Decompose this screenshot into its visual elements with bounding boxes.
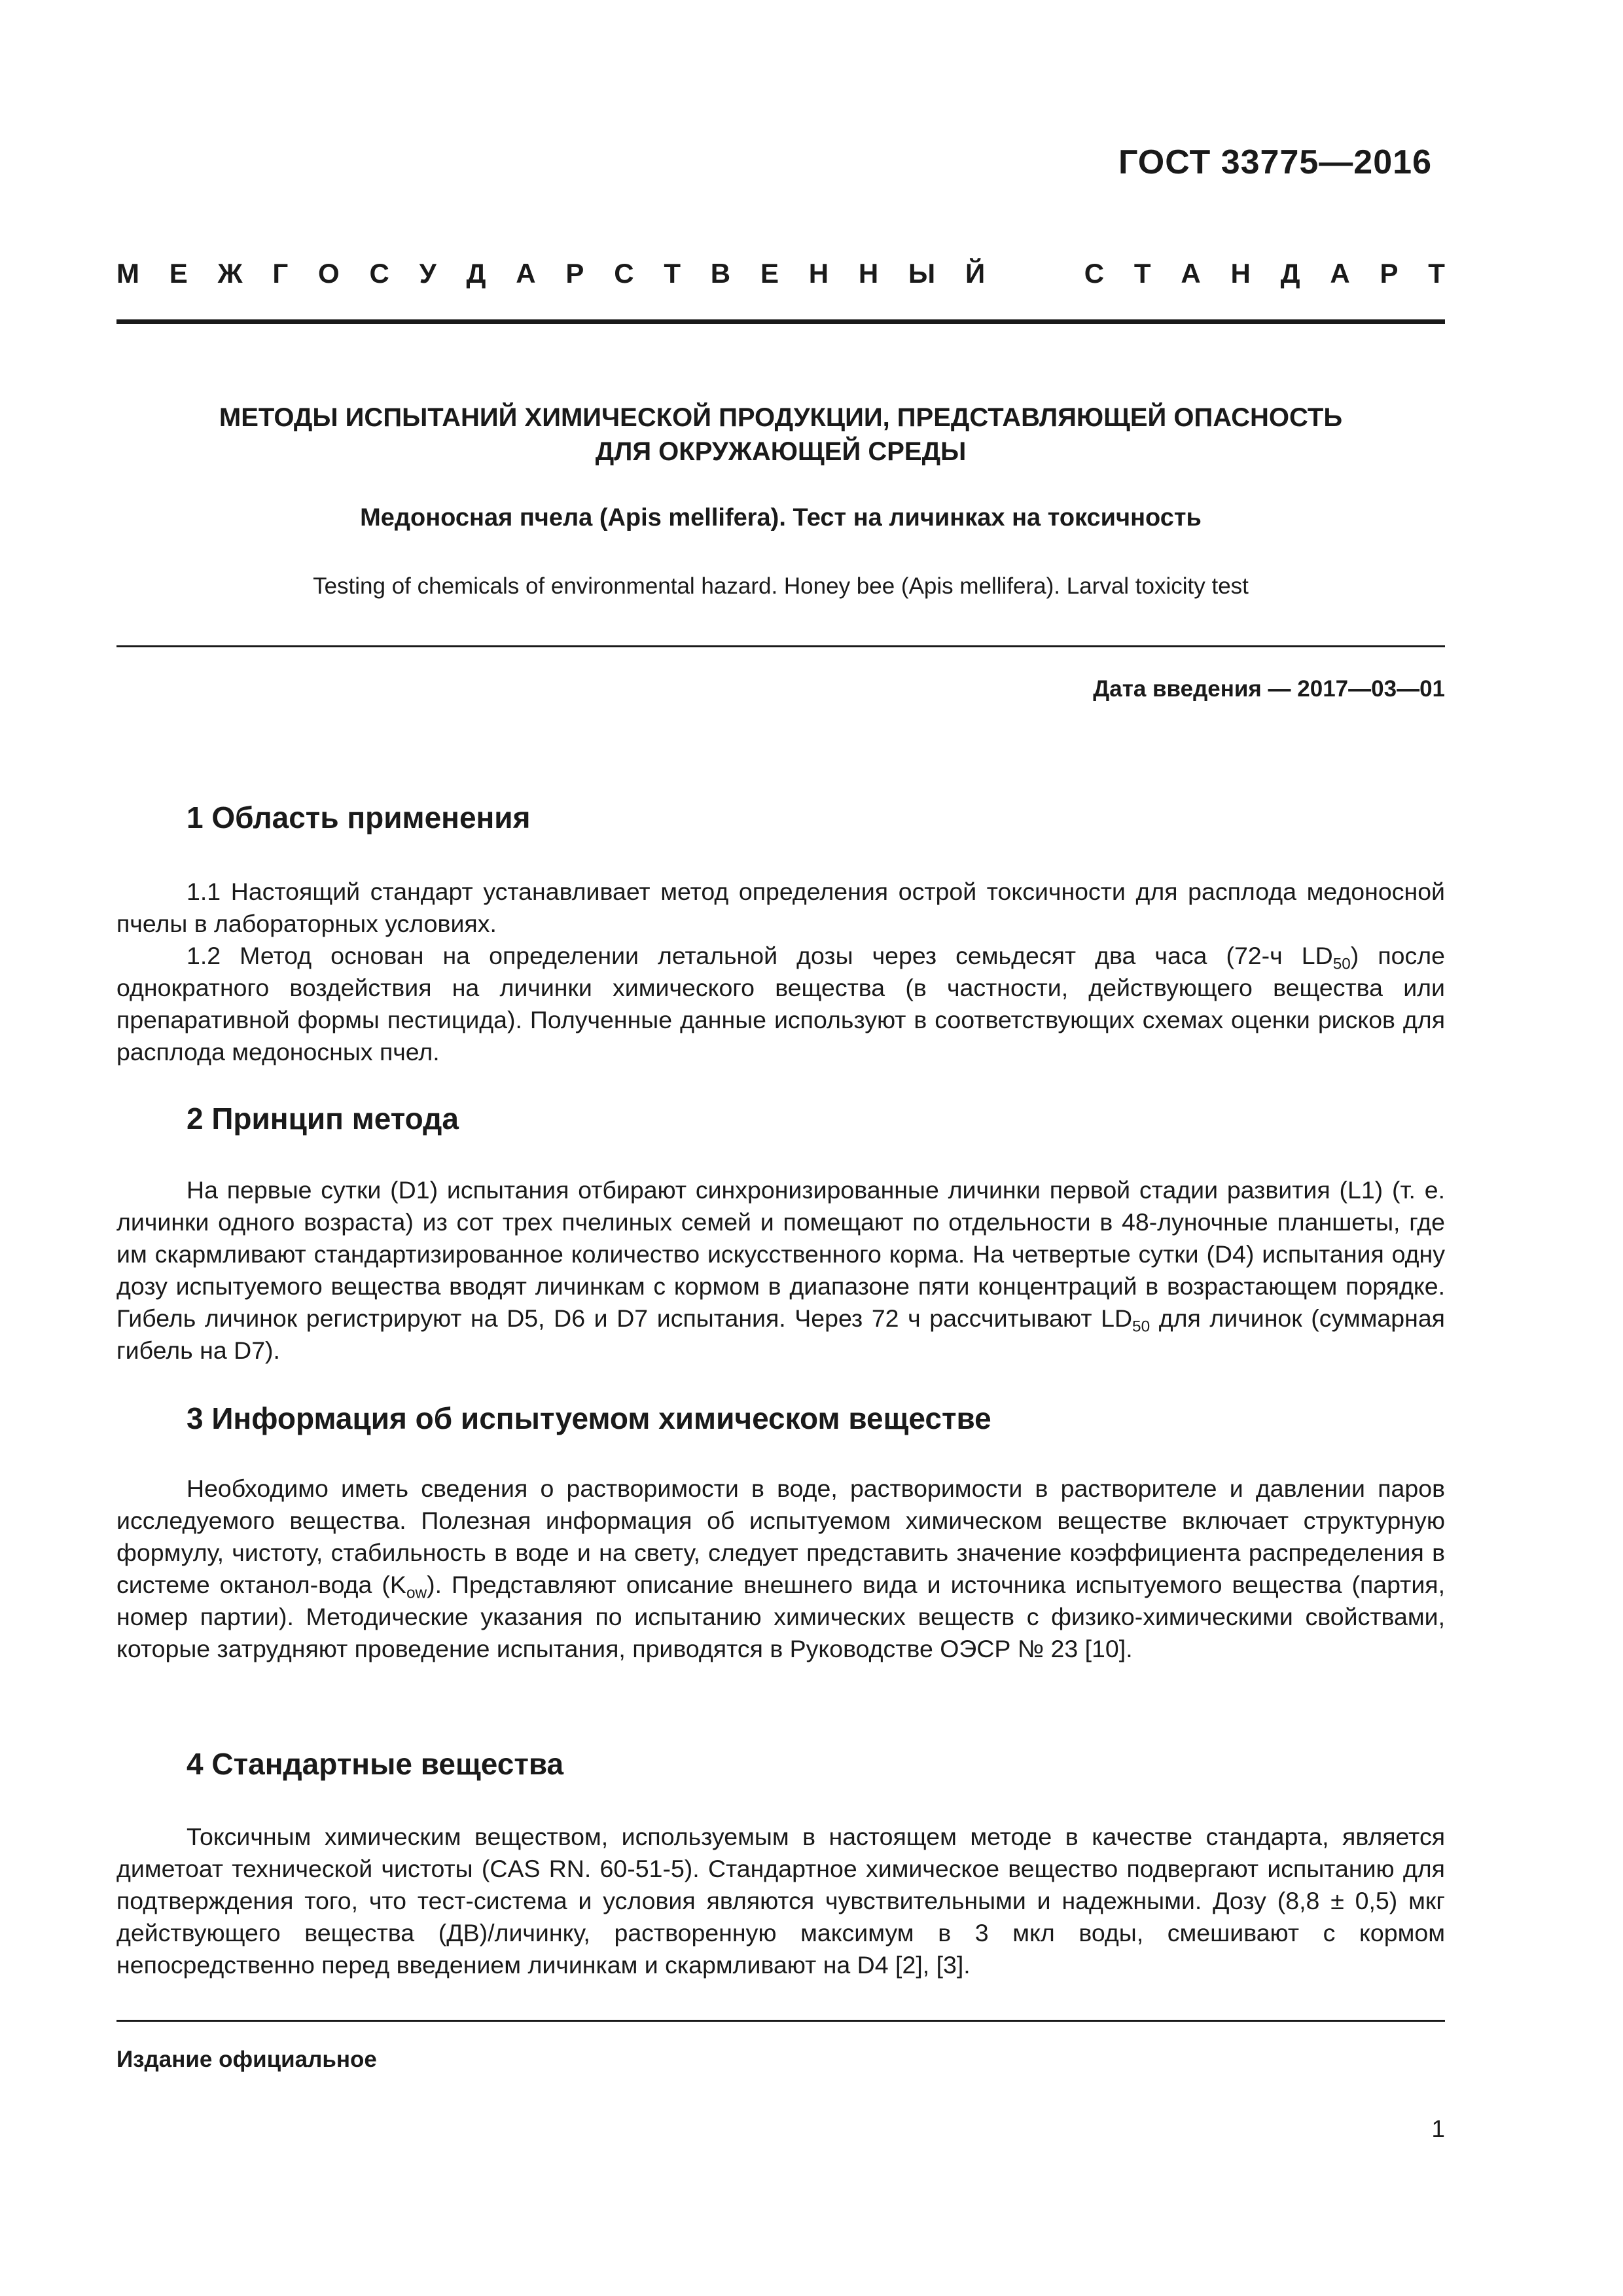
document-subtitle: Медоносная пчела (Apis mellifera). Тест на личинках на токсичность bbox=[360, 504, 1202, 531]
banner-letter: Т bbox=[1428, 258, 1445, 289]
section-1-heading: 1 Область применения bbox=[187, 800, 531, 834]
banner-letter: У bbox=[419, 258, 437, 289]
official-edition-note: Издание официальное bbox=[116, 2047, 377, 2072]
paragraph-1-2-text-a: 1.2 Метод основан на определении летальной дозы через семьдесят два часа (72-ч LD bbox=[187, 942, 1333, 969]
document-id: ГОСТ 33775—2016 bbox=[1118, 143, 1432, 181]
page-number: 1 bbox=[1431, 2115, 1445, 2142]
paragraph-2-1-text-b: для личинок (суммарная гибель на D7). bbox=[116, 1304, 1445, 1364]
paragraph-3-1 bbox=[116, 1473, 1445, 1665]
section-1-body bbox=[116, 876, 1445, 1068]
banner-letter: С bbox=[614, 258, 634, 289]
header-rule bbox=[116, 319, 1445, 324]
banner-letter: Т bbox=[1133, 258, 1151, 289]
paragraph-1-1: 1.1 Настоящий стандарт устанавливает метод определения острой токсичности для расплода медоносной пчелы в лабораторных условиях. bbox=[116, 878, 1445, 937]
banner-letter: О bbox=[317, 258, 340, 289]
paragraph-2-1-text-a: На первые сутки (D1) испытания отбирают синхронизированные личинки первой стадии развития (L1) (т. е. личинки одного возраста) из сот трех пчелиных семей и помещают по отдельности в 48-луночные планшеты, где им скармливают стандартизированное количество искусственного корма. На четвертые сутки (D4) испытания одну дозу испытуемого вещества вводят личинкам с кормом в диапазоне пяти концентраций в возрастающем порядке. Гибель личинок регистрируют на D5, D6 и D7 испытания. Через 72 ч рассчитывают LD bbox=[116, 1176, 1445, 1332]
banner-letter: Н bbox=[858, 258, 879, 289]
banner-letter: М bbox=[116, 258, 139, 289]
banner-letter: Ы bbox=[908, 258, 936, 289]
banner-letter: А bbox=[516, 258, 536, 289]
title-line-1: МЕТОДЫ ИСПЫТАНИЙ ХИМИЧЕСКОЙ ПРОДУКЦИИ, ПРЕДСТАВЛЯЮЩЕЙ ОПАСНОСТЬ bbox=[219, 403, 1343, 432]
section-3-body bbox=[116, 1473, 1445, 1665]
ld-subscript: 50 bbox=[1132, 1318, 1150, 1336]
paragraph-1-2-text-b: ) после однократного воздействия на личинки химического вещества (в частности, действующего вещества или препаративной формы пестицида). Полученные данные используют в соответствующих схемах оценки рисков для расплода медоносных пчел. bbox=[116, 942, 1445, 1066]
banner-letter: Н bbox=[1230, 258, 1251, 289]
paragraph-1-2 bbox=[116, 940, 1445, 1068]
kow-subscript: ow bbox=[406, 1584, 427, 1602]
banner-letter: Д bbox=[1280, 258, 1300, 289]
paragraph-3-1-text-a: Необходимо иметь сведения о растворимости в воде, растворимости в растворителе и давлении паров исследуемого вещества. Полезная информация об испытуемом химическом веществе включает структурную формулу, чистоту, стабильность в воде и на свету, следует представить значение коэффициента распределения в системе октанол-вода (K bbox=[116, 1475, 1445, 1598]
banner-letter: А bbox=[1330, 258, 1350, 289]
banner-letter: С bbox=[369, 258, 389, 289]
banner-letter: Е bbox=[169, 258, 188, 289]
title-line-2: ДЛЯ ОКРУЖАЮЩЕЙ СРЕДЫ bbox=[595, 437, 967, 466]
title-rule bbox=[116, 645, 1445, 647]
banner-letter: Н bbox=[808, 258, 829, 289]
banner-letter: Р bbox=[1380, 258, 1399, 289]
standard-type-banner bbox=[116, 258, 1445, 289]
banner-letter: В bbox=[710, 258, 731, 289]
banner-letter: Г bbox=[272, 258, 289, 289]
banner-letter: С bbox=[1084, 258, 1105, 289]
banner-letter: Т bbox=[664, 258, 681, 289]
paragraph-2-1 bbox=[116, 1174, 1445, 1367]
paragraph-4-1: Токсичным химическим веществом, используемым в настоящем методе в качестве стандарта, является диметоат технической чистоты (CAS RN. 60-51-5). Стандартное химическое вещество подвергают испытанию для подтверждения того, что тест-система и условия являются чувствительными и надежными. Дозу (8,8 ± 0,5) мкг действующего вещества (ДВ)/личинку, растворенную максимум в 3 мкл воды, смешивают с кормом непосредственно перед введением личинкам и скармливают на D4 [2], [3]. bbox=[116, 1823, 1445, 1979]
section-4-body bbox=[116, 1821, 1445, 1981]
english-title: Testing of chemicals of environmental hazard. Honey bee (Apis mellifera). Larval toxicity test bbox=[313, 573, 1249, 599]
section-3-heading: 3 Информация об испытуемом химическом веществе bbox=[187, 1401, 991, 1435]
banner-letter: Е bbox=[760, 258, 779, 289]
banner-word-gap bbox=[1015, 258, 1054, 289]
banner-letter: Р bbox=[565, 258, 584, 289]
banner-letter: Д bbox=[466, 258, 486, 289]
banner-letter: Й bbox=[965, 258, 986, 289]
banner-letter: А bbox=[1181, 258, 1201, 289]
section-2-heading: 2 Принцип метода bbox=[187, 1102, 459, 1136]
footer-rule bbox=[116, 2020, 1445, 2022]
banner-letter: Ж bbox=[217, 258, 243, 289]
document-title bbox=[116, 401, 1445, 469]
introduction-date: Дата введения — 2017—03—01 bbox=[1093, 676, 1445, 702]
ld-subscript: 50 bbox=[1332, 955, 1351, 973]
paragraph-3-1-text-b: ). Представляют описание внешнего вида и источника испытуемого вещества (партия, номер партии). Методические указания по испытанию химических веществ с физико-химическими свойствами, которые затрудняют проведение испытания, приводятся в Руководстве ОЭСР № 23 [10]. bbox=[116, 1571, 1445, 1662]
section-4-heading: 4 Стандартные вещества bbox=[187, 1747, 564, 1781]
section-2-body bbox=[116, 1174, 1445, 1367]
